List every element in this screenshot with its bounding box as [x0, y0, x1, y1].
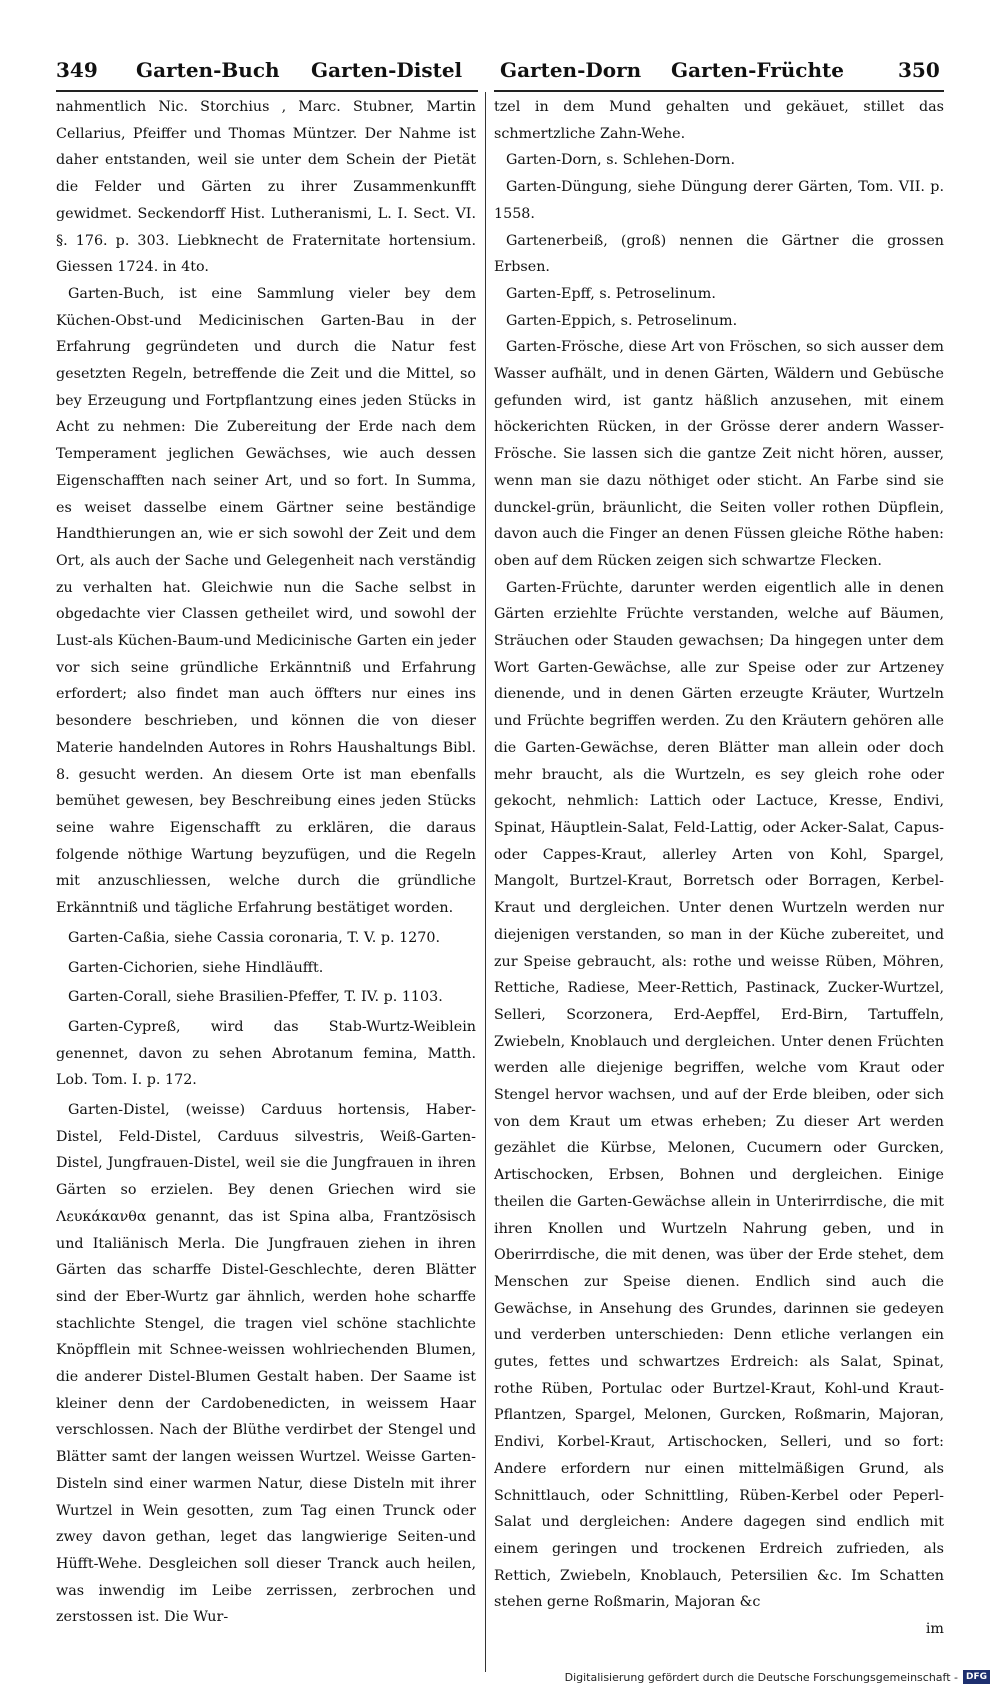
entry-garten-dorn: Garten-Dorn, s. Schlehen-Dorn.: [506, 152, 736, 169]
header-rule-right: [494, 90, 944, 92]
entry-gartenerbeiss: Gartenerbeiß, (groß) nennen die Gärtner die grossen Erbsen.: [494, 232, 944, 276]
column-divider: [485, 92, 486, 1672]
running-header-left: [56, 58, 476, 88]
entry-garten-cichorien: Garten-Cichorien, siehe Hindläufft.: [68, 959, 324, 976]
header-keyword-right-1: Garten-Dorn: [500, 58, 642, 82]
running-header-right: [496, 58, 944, 88]
right-text-column: [494, 94, 944, 1684]
entry-garten-fruechte: Garten-Früchte, darunter werden eigentlich alle in denen Gärten erziehlte Früchte verstanden, welche auf Bäumen, Sträuchen oder Stauden gewachsen; Da hingegen unter dem Wort Garten-Gewächse, alle zur Speise oder zur Artzeney dienende, und in denen Gärten erzeugte Kräuter, Wurtzeln und Früchte begriffen werden. Zu den Kräutern gehören alle die Garten-Gewächse, deren Blätter man allein oder doch mehr braucht, als die Wurtzeln, es sey gleich rohe oder gekocht, nehmlich: Lattich oder Lactuce, Kresse, Endivi, Spinat, Häuptlein-Salat, Feld-Lattig, oder Acker-Salat, Capus- oder Cappes-Kraut, allerley Arten von Kohl, Spargel, Mangolt, Burtzel-Kraut, Borretsch oder Borragen, Kerbel-Kraut und dergleichen. Unter denen Wurtzeln werden nur diejenigen verstanden, so man in der Küche zubereitet, und zur Speise gebraucht, als: rothe und weisse Rüben, Möhren, Rettiche, Radiese, Meer-Rettich, Pastinack, Zucker-Wurtzel, Selleri, Scorzonera, Erd-Aepffel, Erd-Birn, Tartuffeln, Zwiebeln, Knoblauch und dergleichen. Unter denen Früchten werden alle diejenige begriffen, welche vom Kraut oder Stengel hervor wachsen, und auf der Erde bleiben, oder sich von dem Kraut um etwas erheben; Zu dieser Art werden gezählet die Kürbse, Melonen, Cucumern oder Gurcken, Artischocken, Erbsen, Bohnen und dergleichen. Einige theilen die Garten-Gewächse allein in Unterirrdische, die mit ihren Knollen und Wurtzeln Nahrung geben, und in Oberirrdische, die mit denen, was über der Erde stehet, dem Menschen zur Speise dienen. Endlich sind auch die Gewächse, in Ansehung des Grundes, darinnen sie gedeyen und verderben unterschieden: Denn etliche verlangen ein gutes, fettes und schwartzes Erdreich: als Salat, Spinat, rothe Rüben, Portulac oder Burtzel-Kraut, Kohl-und Kraut-Pflantzen, Spargel, Melonen, Gurcken, Roßmarin, Majoran, Endivi, Korbel-Kraut, Artischocken, Selleri, und so fort: Andere erfordern nur einen mittelmäßigen Grund, als Schnittlauch, oder Schnittling, Rüben-Kerbel oder Peperl-Salat und dergleichen: Andere dagegen sind endlich mit einem geringen und trockenen Erdreich zufrieden, als Rettich, Zwiebeln, Knoblauch, Petersilien &c. Im Schatten stehen gerne Roßmarin, Majoran &c: [494, 579, 944, 1611]
catchword: im: [925, 1621, 944, 1638]
footer-credit: Digitalisierung gefördert durch die Deutsche Forschungsgemeinschaft -: [564, 1670, 958, 1684]
text-paragraph: tzel in dem Mund gehalten und gekäuet, stillet das schmertzliche Zahn-Wehe.: [494, 99, 944, 142]
dfg-logo-icon: DFG: [963, 1670, 990, 1684]
header-rule-left: [56, 90, 478, 92]
page-number-right: 350: [898, 58, 940, 82]
header-keyword-left-1: Garten-Buch: [136, 58, 280, 82]
digitization-footer: [565, 1669, 990, 1685]
entry-garten-cypress: Garten-Cypreß, wird das Stab-Wurtz-Weiblein genennet, davon zu sehen Abrotanum femina, Matth. Lob. Tom. I. p. 172.: [56, 1018, 476, 1089]
entry-garten-duengung: Garten-Düngung, siehe Düngung derer Gärten, Tom. VII. p. 1558.: [494, 179, 944, 222]
header-keyword-right-2: Garten-Früchte: [671, 58, 844, 82]
header-keyword-left-2: Garten-Distel: [311, 58, 463, 82]
entry-garten-buch: Garten-Buch, ist eine Sammlung vieler bey dem Küchen-Obst-und Medicinischen Garten-Bau in der Erfahrung gegründeten und durch die Natur fest gesetzten Regeln, betreffende die Zeit und die Mittel, so bey Erzeugung und Fortpflantzung eines jeden Stücks in Acht zu nehmen: Die Zubereitung der Erde nach dem Temperament jeglichen Gewächses, wie auch dessen Eigenschafften nach seiner Art, und so fort. In Summa, es weiset dasselbe einem Gärtner seine beständige Handthierungen an, wie er sich sowohl der Zeit und dem Ort, als auch der Sache und Gelegenheit nach verständig zu verhalten hat. Gleichwie nun die Sache selbst in obgedachte vier Classen getheilet wird, und sowohl der Lust-als Küchen-Baum-und Medicinische Garten ein jeder vor sich seine gründliche Erkänntniß und Erfahrung erfordert; also findet man auch öffters nur eines ins besondere beschrieben, und können die von dieser Materie handelnden Autores in Rohrs Haushaltungs Bibl. 8. gesucht werden. An diesem Orte ist man ebenfalls bemühet gewesen, bey Beschreibung eines jeden Stücks seine wahre Eigenschafft zu erklären, die daraus folgende nöthige Wartung beyzufügen, und die Regeln mit anzuschliessen, welche durch die gründliche Erkänntniß und tägliche Erfahrung bestätiget worden.: [56, 285, 476, 917]
entry-garten-eppich: Garten-Eppich, s. Petroselinum.: [506, 312, 738, 329]
text-paragraph: nahmentlich Nic. Storchius , Marc. Stubner, Martin Cellarius, Pfeiffer und Thomas Müntzer. Der Nahme ist daher entstanden, weil sie unter dem Schein der Pietät die Felder und Gärten zu ihrer Zusammenkunfft gewidmet. Seckendorff Hist. Lutheranismi, L. I. Sect. VI. §. 176. p. 303. Liebknecht de Fraternitate hortensium. Giessen 1724. in 4to.: [56, 99, 476, 276]
page-number-left: 349: [56, 58, 98, 82]
entry-garten-distel: Garten-Distel, (weisse) Carduus hortensis, Haber-Distel, Feld-Distel, Carduus silvestris, Weiß-Garten-Distel, Jungfrauen-Distel, weil sie die Jungfrauen in ihren Gärten so erzielen. Bey denen Griechen wird sie Λευκάκανθα genannt, das ist Spina alba, Frantzösisch und Italiänisch Merla. Die Jungfrauen ziehen in ihren Gärten das scharffe Distel-Geschlechte, deren Blätter sind der Eber-Wurtz gar ähnlich, werden hohe scharffe stachlichte Stengel, die tragen viel schöne stachlichte Knöpfflein mit Schnee-weissen wohlriechenden Blumen, die anderer Distel-Blumen Gestalt haben. Der Saame ist kleiner denn der Cardobenedicten, in weissem Haar verschlossen. Nach der Blüthe verdirbet der Stengel und Blätter samt der langen weissen Wurtzel. Weisse Garten-Disteln sind einer warmen Natur, diese Disteln mit ihrer Wurtzel in Wein gesotten, zum Tag einen Trunck oder zwey davon gethan, leget das langwierige Seiten-und Hüfft-Wehe. Desgleichen soll dieser Tranck auch heilen, was inwendig im Leibe zerrissen, zerbrochen und zerstossen ist. Die Wur-: [56, 1102, 476, 1626]
entry-garten-corall: Garten-Corall, siehe Brasilien-Pfeffer, T. IV. p. 1103.: [68, 989, 443, 1006]
entry-garten-froesche: Garten-Frösche, diese Art von Fröschen, so sich ausser dem Wasser aufhält, und in denen Gärten, Wäldern und Gebüsche gefunden wird, ist gantz häßlich anzusehen, mit einem höckerichten Rücken, in der Grösse derer andern Wasser-Frösche. Sie lassen sich die gantze Zeit nicht hören, ausser, wenn man sie dazu nöthiget oder sticht. An Farbe sind sie dunckel-grün, bräunlicht, die Seiten voller rothen Düpflein, davon auch die Finger an denen Füssen gleiche Röthe haben: oben auf dem Rücken zeigen sich schwartze Flecken.: [494, 339, 944, 569]
entry-garten-epff: Garten-Epff, s. Petroselinum.: [506, 285, 716, 302]
entry-garten-cassia: Garten-Caßia, siehe Cassia coronaria, T. V. p. 1270.: [68, 929, 440, 946]
left-text-column: [56, 94, 476, 1674]
